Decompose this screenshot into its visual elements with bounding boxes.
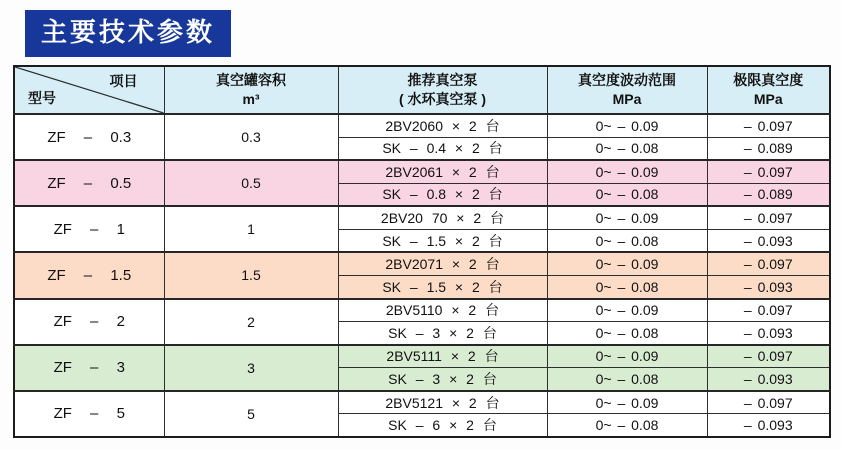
pump-cell: 2BV5110 × 2 台: [338, 299, 547, 322]
capacity-cell: 0.3: [164, 114, 338, 160]
header-pump: [338, 66, 547, 114]
page-title: 主要技术参数: [25, 10, 231, 57]
ultimate-cell: – 0.093: [707, 275, 830, 298]
model-cell: ZF – 0.3: [14, 114, 164, 160]
ultimate-cell: – 0.097: [707, 114, 830, 137]
capacity-cell: 1.5: [164, 252, 338, 298]
model-cell: ZF – 1: [14, 206, 164, 252]
table-row: [14, 252, 830, 275]
ultimate-cell: – 0.093: [707, 229, 830, 252]
fluctuation-cell: 0~ – 0.09: [547, 299, 707, 322]
ultimate-cell: – 0.093: [707, 368, 830, 391]
model-cell: ZF – 0.5: [14, 160, 164, 206]
header-ultimate: [707, 66, 830, 114]
table-row: [14, 299, 830, 322]
specs-table: [13, 65, 831, 438]
pump-cell: SK – 1.5 × 2 台: [338, 275, 547, 298]
fluctuation-cell: 0~ – 0.09: [547, 252, 707, 275]
fluctuation-cell: 0~ – 0.09: [547, 345, 707, 368]
ultimate-cell: – 0.097: [707, 160, 830, 183]
pump-cell: SK – 1.5 × 2 台: [338, 229, 547, 252]
capacity-cell: 3: [164, 345, 338, 391]
model-cell: ZF – 1.5: [14, 252, 164, 298]
header-pump-subtitle: ( 水环真空泵 ): [398, 91, 487, 107]
ultimate-cell: – 0.097: [707, 206, 830, 229]
capacity-cell: 1: [164, 206, 338, 252]
capacity-cell: 5: [164, 391, 338, 437]
table-header-row: [14, 66, 830, 114]
header-ultimate-unit: MPa: [753, 91, 783, 107]
capacity-cell: 0.5: [164, 160, 338, 206]
pump-cell: 2BV5111 × 2 台: [338, 345, 547, 368]
table-row: [14, 160, 830, 183]
fluctuation-cell: 0~ – 0.08: [547, 275, 707, 298]
ultimate-cell: – 0.097: [707, 252, 830, 275]
fluctuation-cell: 0~ – 0.09: [547, 160, 707, 183]
fluctuation-cell: 0~ – 0.09: [547, 206, 707, 229]
ultimate-cell: – 0.097: [707, 345, 830, 368]
model-cell: ZF – 2: [14, 299, 164, 345]
pump-cell: 2BV2060 × 2 台: [338, 114, 547, 137]
ultimate-cell: – 0.089: [707, 183, 830, 206]
corner-header-cell: [14, 66, 164, 114]
pump-cell: 2BV5121 × 2 台: [338, 391, 547, 414]
header-fluctuation: [547, 66, 707, 114]
pump-cell: 2BV20 70 × 2 台: [338, 206, 547, 229]
ultimate-cell: – 0.089: [707, 137, 830, 160]
fluctuation-cell: 0~ – 0.08: [547, 322, 707, 345]
header-capacity: [164, 66, 338, 114]
pump-cell: SK – 0.4 × 2 台: [338, 137, 547, 160]
ultimate-cell: – 0.093: [707, 322, 830, 345]
table-row: [14, 391, 830, 414]
pump-cell: SK – 3 × 2 台: [338, 368, 547, 391]
header-ultimate-title: 极限真空度: [733, 72, 804, 89]
fluctuation-cell: 0~ – 0.08: [547, 183, 707, 206]
corner-label-project: 项目: [109, 73, 138, 89]
header-capacity-unit: m³: [242, 91, 260, 107]
ultimate-cell: – 0.097: [707, 299, 830, 322]
ultimate-cell: – 0.093: [707, 414, 830, 437]
fluctuation-cell: 0~ – 0.08: [547, 229, 707, 252]
pump-cell: SK – 6 × 2 台: [338, 414, 547, 437]
specs-table-container: [13, 65, 829, 438]
pump-cell: 2BV2071 × 2 台: [338, 252, 547, 275]
corner-label-model: 型号: [28, 90, 56, 107]
header-fluctuation-title: 真空度波动范围: [578, 72, 676, 89]
fluctuation-cell: 0~ – 0.09: [547, 114, 707, 137]
ultimate-cell: – 0.097: [707, 391, 830, 414]
model-cell: ZF – 5: [14, 391, 164, 437]
pump-cell: SK – 3 × 2 台: [338, 322, 547, 345]
pump-cell: SK – 0.8 × 2 台: [338, 183, 547, 206]
header-pump-title: 推荐真空泵: [407, 72, 478, 89]
fluctuation-cell: 0~ – 0.08: [547, 368, 707, 391]
table-row: [14, 114, 830, 137]
fluctuation-cell: 0~ – 0.08: [547, 414, 707, 437]
model-cell: ZF – 3: [14, 345, 164, 391]
header-fluctuation-unit: MPa: [612, 91, 642, 107]
header-capacity-title: 真空罐容积: [216, 72, 286, 89]
table-row: [14, 345, 830, 368]
table-row: [14, 206, 830, 229]
fluctuation-cell: 0~ – 0.08: [547, 137, 707, 160]
fluctuation-cell: 0~ – 0.09: [547, 391, 707, 414]
capacity-cell: 2: [164, 299, 338, 345]
pump-cell: 2BV2061 × 2 台: [338, 160, 547, 183]
